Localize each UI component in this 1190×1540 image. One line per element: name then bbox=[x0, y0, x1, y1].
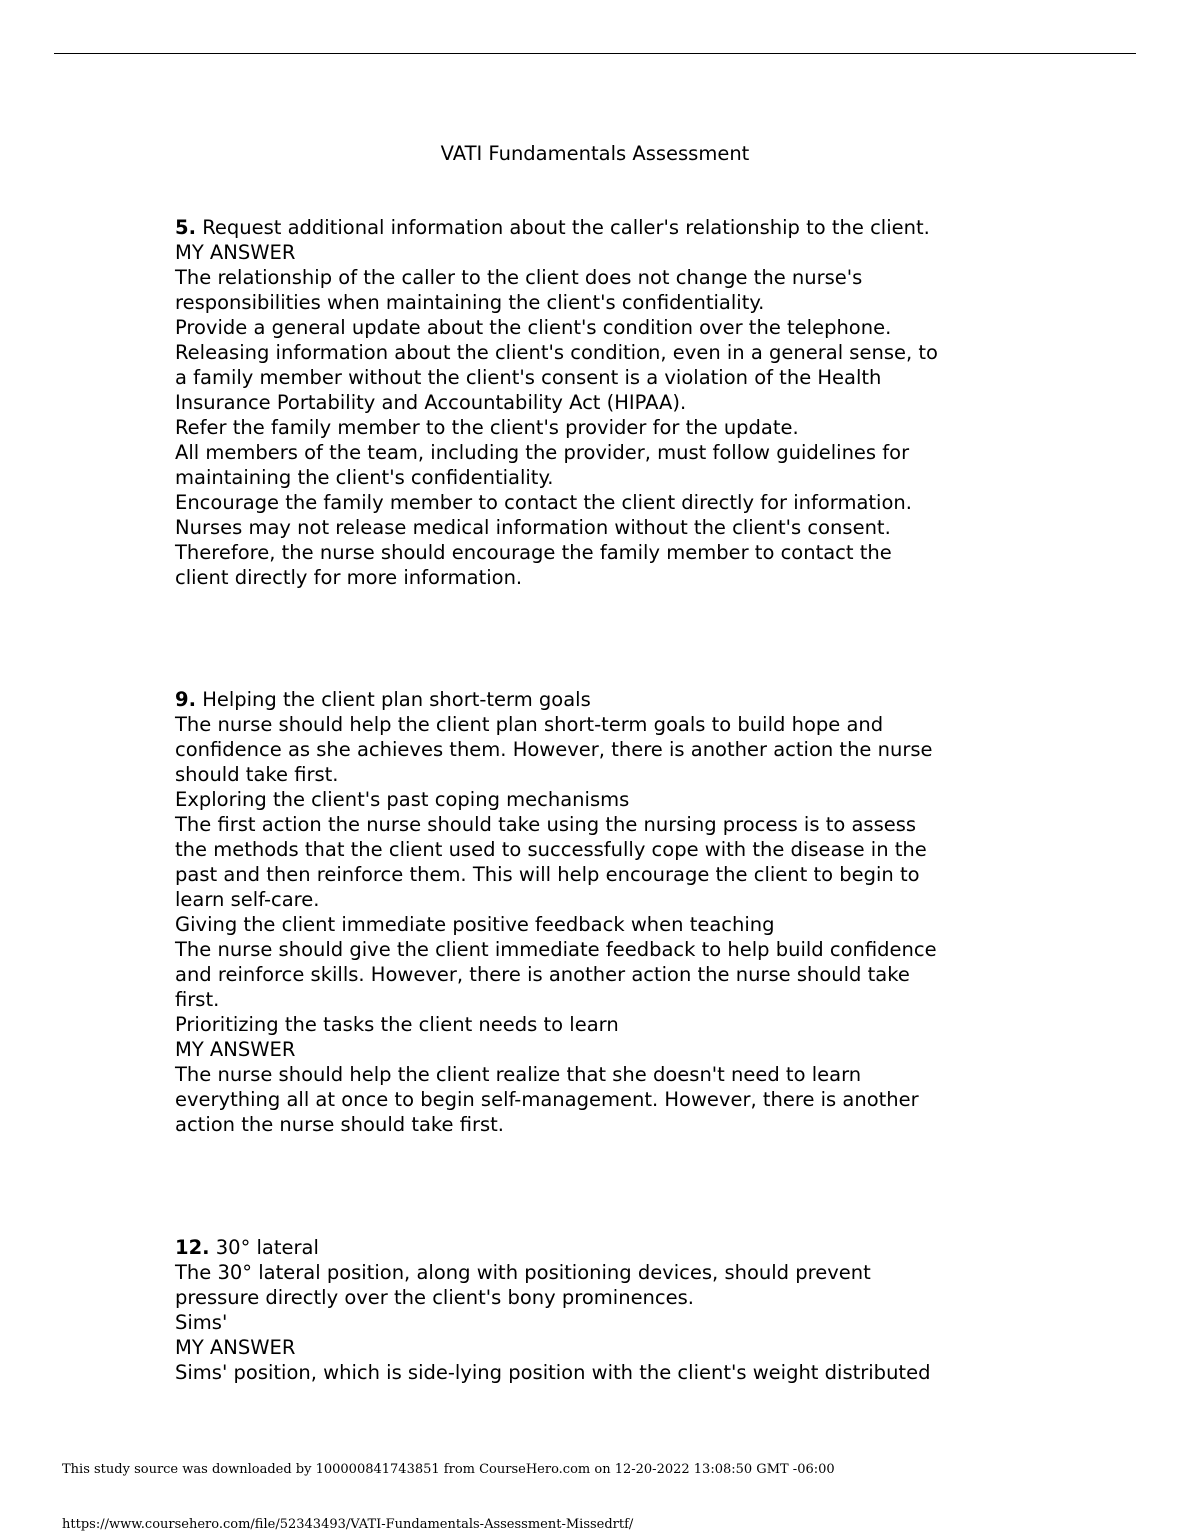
rationale-line: a family member without the client's consent is a violation of the Health bbox=[175, 366, 882, 389]
question-line: 9. Helping the client plan short-term goals bbox=[175, 688, 591, 711]
rationale-line: Nurses may not release medical information without the client's consent. bbox=[175, 516, 891, 539]
rationale-line: should take first. bbox=[175, 763, 339, 786]
rationale-line: The nurse should help the client realize that she doesn't need to learn bbox=[175, 1063, 862, 1086]
answer-marker: MY ANSWER bbox=[175, 1336, 296, 1359]
rationale-line: and reinforce skills. However, there is another action the nurse should take bbox=[175, 963, 910, 986]
option-line: Sims' bbox=[175, 1311, 228, 1334]
answer-marker: MY ANSWER bbox=[175, 241, 296, 264]
document-title: VATI Fundamentals Assessment bbox=[440, 142, 750, 165]
rationale-line: first. bbox=[175, 988, 220, 1011]
option-line: Exploring the client's past coping mechanisms bbox=[175, 788, 630, 811]
question-line: 12. 30° lateral bbox=[175, 1236, 319, 1259]
option-line: Giving the client immediate positive feedback when teaching bbox=[175, 913, 775, 936]
rationale-line: The relationship of the caller to the client does not change the nurse's bbox=[175, 266, 863, 289]
rationale-line: Therefore, the nurse should encourage the family member to contact the bbox=[175, 541, 892, 564]
rationale-line: client directly for more information. bbox=[175, 566, 523, 589]
rationale-line: the methods that the client used to successfully cope with the disease in the bbox=[175, 838, 927, 861]
rationale-line: past and then reinforce them. This will help encourage the client to begin to bbox=[175, 863, 920, 886]
rationale-line: responsibilities when maintaining the client's confidentiality. bbox=[175, 291, 765, 314]
rationale-line: All members of the team, including the provider, must follow guidelines for bbox=[175, 441, 910, 464]
option-line: Refer the family member to the client's provider for the update. bbox=[175, 416, 799, 439]
rationale-line: everything all at once to begin self-management. However, there is another bbox=[175, 1088, 919, 1111]
rationale-line: learn self-care. bbox=[175, 888, 320, 911]
source-url: https://www.coursehero.com/file/52343493/VATI-Fundamentals-Assessment-Missedrtf/ bbox=[62, 1517, 634, 1532]
option-line: Encourage the family member to contact the client directly for information. bbox=[175, 491, 912, 514]
question-12 bbox=[175, 1235, 1025, 1385]
rationale-line: Releasing information about the client's condition, even in a general sense, to bbox=[175, 341, 938, 364]
question-5 bbox=[175, 215, 1025, 590]
question-number: 9. bbox=[175, 688, 196, 711]
question-number: 12. bbox=[175, 1236, 210, 1259]
top-rule bbox=[54, 53, 1136, 54]
rationale-line: confidence as she achieves them. However, there is another action the nurse bbox=[175, 738, 933, 761]
download-source-note: This study source was downloaded by 100000841743851 from CourseHero.com on 12-20-2022 13:08:50 GMT -06:00 bbox=[62, 1462, 835, 1477]
option-line: Prioritizing the tasks the client needs to learn bbox=[175, 1013, 619, 1036]
question-number: 5. bbox=[175, 216, 196, 239]
option-line: Provide a general update about the client's condition over the telephone. bbox=[175, 316, 892, 339]
rationale-line: The first action the nurse should take using the nursing process is to assess bbox=[175, 813, 917, 836]
rationale-line: action the nurse should take first. bbox=[175, 1113, 505, 1136]
rationale-line: maintaining the client's confidentiality. bbox=[175, 466, 554, 489]
rationale-line: Sims' position, which is side-lying position with the client's weight distributed bbox=[175, 1361, 931, 1384]
question-line: 5. Request additional information about the caller's relationship to the client. bbox=[175, 216, 930, 239]
rationale-line: Insurance Portability and Accountability Act (HIPAA). bbox=[175, 391, 687, 414]
answer-marker: MY ANSWER bbox=[175, 1038, 296, 1061]
rationale-line: pressure directly over the client's bony prominences. bbox=[175, 1286, 694, 1309]
question-9 bbox=[175, 687, 1025, 1137]
rationale-line: The nurse should help the client plan short-term goals to build hope and bbox=[175, 713, 884, 736]
rationale-line: The nurse should give the client immediate feedback to help build confidence bbox=[175, 938, 937, 961]
rationale-line: The 30° lateral position, along with positioning devices, should prevent bbox=[175, 1261, 871, 1284]
